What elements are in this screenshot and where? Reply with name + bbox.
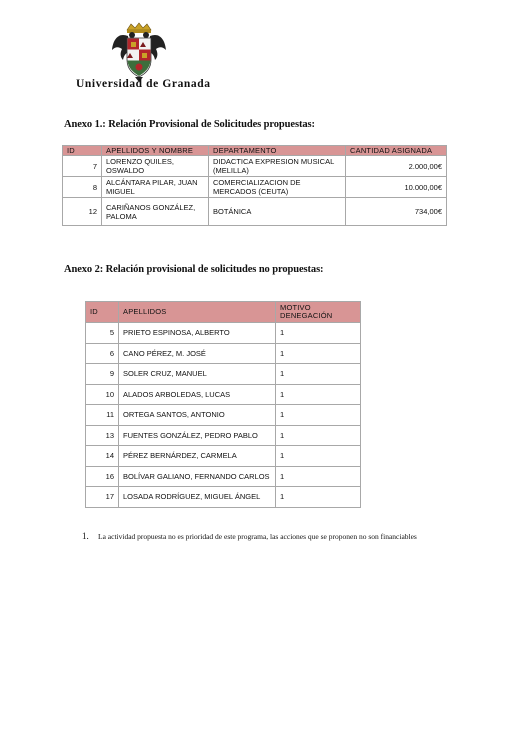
cell-denial-reason: 1 bbox=[276, 384, 361, 405]
cell-denial-reason: 1 bbox=[276, 425, 361, 446]
cell-amount: 734,00€ bbox=[346, 198, 447, 226]
cell-id: 5 bbox=[86, 323, 119, 344]
annex1-title: Anexo 1.: Relación Provisional de Solicitudes propuestas: bbox=[64, 119, 315, 130]
cell-id: 13 bbox=[86, 425, 119, 446]
table-row bbox=[86, 384, 361, 405]
cell-denial-reason: 1 bbox=[276, 466, 361, 487]
table-row bbox=[86, 405, 361, 426]
cell-denial-reason: 1 bbox=[276, 364, 361, 385]
column-header-surnames: APELLIDOS bbox=[119, 302, 276, 323]
column-header-department: DEPARTAMENTO bbox=[209, 146, 346, 156]
cell-name: FUENTES GONZÁLEZ, PEDRO PABLO bbox=[119, 425, 276, 446]
column-header-id: ID bbox=[63, 146, 102, 156]
cell-department: COMERCIALIZACION DE MERCADOS (CEUTA) bbox=[209, 177, 346, 198]
cell-name: CARIÑANOS GONZÁLEZ, PALOMA bbox=[102, 198, 209, 226]
cell-denial-reason: 1 bbox=[276, 405, 361, 426]
cell-id: 6 bbox=[86, 343, 119, 364]
footnote-number: 1. bbox=[82, 531, 89, 541]
cell-department: BOTÁNICA bbox=[209, 198, 346, 226]
university-name: Universidad de Granada bbox=[76, 78, 211, 90]
cell-id: 11 bbox=[86, 405, 119, 426]
column-header-amount: CANTIDAD ASIGNADA bbox=[346, 146, 447, 156]
cell-id: 17 bbox=[86, 487, 119, 508]
cell-id: 9 bbox=[86, 364, 119, 385]
cell-id: 10 bbox=[86, 384, 119, 405]
cell-name: LOSADA RODRÍGUEZ, MIGUEL ÁNGEL bbox=[119, 487, 276, 508]
cell-id: 12 bbox=[63, 198, 102, 226]
column-header-id: ID bbox=[86, 302, 119, 323]
footnote-text: La actividad propuesta no es prioridad de este programa, las acciones que se proponen no son financiables bbox=[98, 532, 417, 541]
footnote bbox=[82, 532, 452, 542]
cell-id: 16 bbox=[86, 466, 119, 487]
annex2-table bbox=[85, 301, 361, 508]
table-row bbox=[86, 466, 361, 487]
cell-amount: 2.000,00€ bbox=[346, 156, 447, 177]
cell-name: CANO PÉREZ, M. JOSÉ bbox=[119, 343, 276, 364]
university-crest-icon bbox=[110, 22, 168, 82]
table-header-row bbox=[63, 146, 447, 156]
table-row bbox=[63, 156, 447, 177]
table-row bbox=[86, 364, 361, 385]
cell-id: 7 bbox=[63, 156, 102, 177]
table-header-row bbox=[86, 302, 361, 323]
cell-denial-reason: 1 bbox=[276, 446, 361, 467]
cell-department: DIDACTICA EXPRESION MUSICAL (MELILLA) bbox=[209, 156, 346, 177]
cell-id: 14 bbox=[86, 446, 119, 467]
cell-id: 8 bbox=[63, 177, 102, 198]
table-row bbox=[86, 425, 361, 446]
cell-name: BOLÍVAR GALIANO, FERNANDO CARLOS bbox=[119, 466, 276, 487]
cell-name: ALCÁNTARA PILAR, JUAN MIGUEL bbox=[102, 177, 209, 198]
cell-name: ALADOS ARBOLEDAS, LUCAS bbox=[119, 384, 276, 405]
annex2-title: Anexo 2: Relación provisional de solicitudes no propuestas: bbox=[64, 264, 324, 275]
cell-name: LORENZO QUILES, OSWALDO bbox=[102, 156, 209, 177]
table-row bbox=[86, 343, 361, 364]
table-row bbox=[86, 446, 361, 467]
table-row bbox=[86, 487, 361, 508]
cell-name: ORTEGA SANTOS, ANTONIO bbox=[119, 405, 276, 426]
annex1-table bbox=[62, 145, 447, 226]
table-row bbox=[63, 177, 447, 198]
cell-amount: 10.000,00€ bbox=[346, 177, 447, 198]
cell-denial-reason: 1 bbox=[276, 323, 361, 344]
cell-name: PRIETO ESPINOSA, ALBERTO bbox=[119, 323, 276, 344]
table-row bbox=[63, 198, 447, 226]
column-header-name: APELLIDOS Y NOMBRE bbox=[102, 146, 209, 156]
cell-name: SOLER CRUZ, MANUEL bbox=[119, 364, 276, 385]
cell-name: PÉREZ BERNÁRDEZ, CARMELA bbox=[119, 446, 276, 467]
column-header-denial-reason: MOTIVO DENEGACIÓN bbox=[276, 302, 361, 323]
cell-denial-reason: 1 bbox=[276, 487, 361, 508]
table-row bbox=[86, 323, 361, 344]
cell-denial-reason: 1 bbox=[276, 343, 361, 364]
